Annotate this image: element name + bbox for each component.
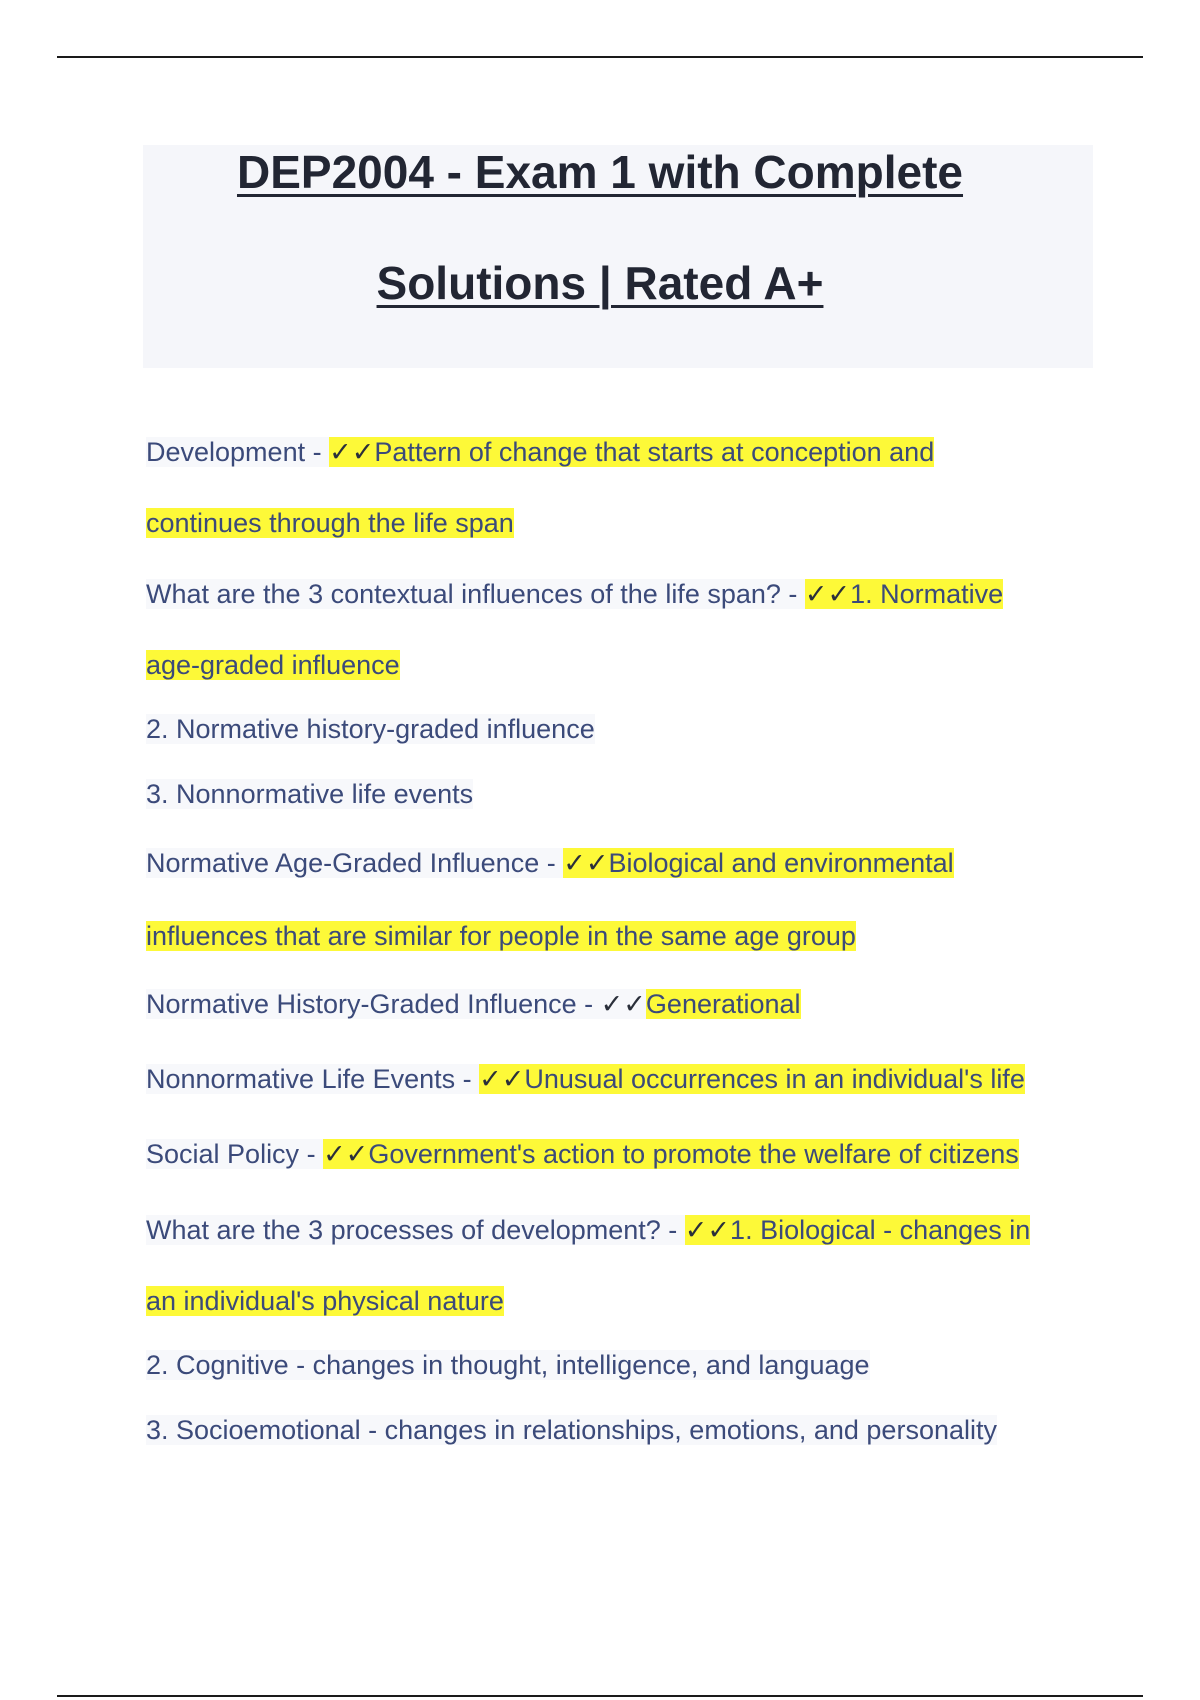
check-icon: ✓✓ — [684, 1215, 731, 1245]
check-icon: ✓✓ — [600, 989, 646, 1019]
term-social-policy: Social Policy - — [146, 1139, 324, 1169]
entry-nonnormative-life-events — [146, 1059, 1025, 1099]
document-title-line-2: Solutions | Rated A+ — [376, 257, 824, 309]
entry-contextual-influences — [146, 574, 1003, 614]
bottom-rule — [57, 1695, 1143, 1697]
check-icon: ✓✓ — [329, 437, 375, 467]
list-item-text: 2. Cognitive - changes in thought, intelligence, and language — [146, 1350, 870, 1380]
answer-development-cont: continues through the life span — [146, 508, 514, 538]
term-text: Normative History-Graded Influence - — [146, 989, 601, 1019]
answer-text: Biological and environmental — [608, 848, 954, 878]
answer-text: 1. Biological - changes in — [730, 1215, 1031, 1245]
list-item-nonnormative — [146, 774, 473, 814]
answer-normative-age-graded-cont: influences that are similar for people in the same age group — [146, 921, 856, 951]
term-processes-of-development: What are the 3 processes of development? - — [146, 1215, 685, 1245]
answer-normative-history-graded: Generational — [645, 989, 801, 1019]
answer-contextual-influences-cont: age-graded influence — [146, 650, 400, 680]
list-item-text: 3. Socioemotional - changes in relationships, emotions, and personality — [146, 1415, 997, 1445]
answer-processes-of-development — [685, 1215, 1030, 1245]
entry-social-policy — [146, 1134, 1019, 1174]
list-item-text: 2. Normative history-graded influence — [146, 714, 595, 744]
term-contextual-influences: What are the 3 contextual influences of the life span? - — [146, 579, 805, 609]
term-normative-history-graded — [146, 989, 646, 1019]
document-title-line-1: DEP2004 - Exam 1 with Complete — [236, 146, 964, 198]
answer-text: 1. Normative — [850, 579, 1004, 609]
entry-development-cont — [146, 503, 514, 543]
list-item-text: 3. Nonnormative life events — [146, 779, 474, 809]
answer-text: Government's action to promote the welfare of citizens — [368, 1139, 1019, 1169]
check-icon: ✓✓ — [804, 579, 851, 609]
entry-normative-age-graded-cont — [146, 916, 856, 956]
answer-development — [329, 437, 934, 467]
check-icon: ✓✓ — [479, 1064, 525, 1094]
entry-processes-of-development — [146, 1210, 1030, 1250]
entry-processes-of-development-cont — [146, 1281, 504, 1321]
answer-processes-of-development-cont: an individual's physical nature — [146, 1286, 504, 1316]
entry-normative-age-graded — [146, 843, 954, 883]
list-item-socioemotional — [146, 1410, 997, 1450]
answer-text: Unusual occurrences in an individual's life — [524, 1064, 1025, 1094]
list-item-normative-history — [146, 709, 595, 749]
answer-social-policy — [323, 1139, 1019, 1169]
term-nonnormative-life-events: Nonnormative Life Events - — [146, 1064, 480, 1094]
answer-normative-age-graded — [563, 848, 953, 878]
check-icon: ✓✓ — [323, 1139, 369, 1169]
term-normative-age-graded: Normative Age-Graded Influence - — [146, 848, 564, 878]
entry-normative-history-graded — [146, 984, 801, 1024]
entry-contextual-influences-cont — [146, 645, 400, 685]
check-icon: ✓✓ — [563, 848, 609, 878]
top-rule — [57, 56, 1143, 58]
answer-text: Pattern of change that starts at conception and — [374, 437, 935, 467]
answer-contextual-influences — [805, 579, 1003, 609]
term-development: Development - — [146, 437, 330, 467]
list-item-cognitive — [146, 1345, 870, 1385]
answer-nonnormative-life-events — [479, 1064, 1025, 1094]
entry-development — [146, 432, 934, 472]
